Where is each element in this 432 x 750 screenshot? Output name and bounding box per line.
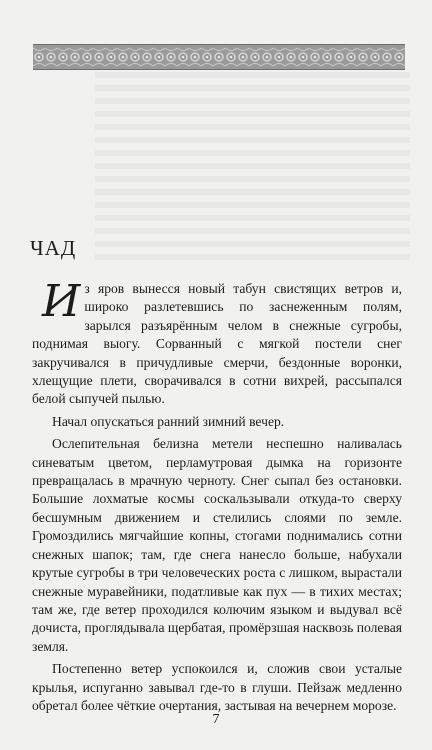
body-text bbox=[32, 276, 402, 715]
paragraph-3: Ослепительная белизна метели неспешно наливалась синеватым цветом, перламутровая дымка на горизонте превращалась в мрачную черноту. Снег сыпал без остановки. Большие лохматые космы соскальзывали откуда-то сверху бесшумным движением и стелились слоями по земле. Громоздились мягчайшие копны, стогами поднимались сотни снежных шапок; там, где снега нанесло больше, набухали крутые сугробы в три человеческих роста с лишком, вырастали снежные муравейники, податливые как пух — в тихих местах; там же, где ветер проходился колючим языком и выдувал всё дочиста, проглядывала щербатая, промёрзшая насквозь полевая земля. bbox=[32, 436, 402, 654]
paragraph-4: Постепенно ветер успокоился и, сложив свои усталые крылья, испуганно завывал где-то в глуши. Пейзаж медленно обретал более чёткие очертания, застывая на вечернем морозе. bbox=[32, 661, 402, 713]
page-number: 7 bbox=[212, 712, 220, 727]
paragraph-1-text: з яров вынесся новый табун свистящих ветров и, широко разлетевшись по заснеженным полям, зарылся разъярённым челом в снежные сугробы, поднимая выогу. Сорванный с мягкой постели снег закручивался в причудливые смерчи, бездонные воронки, хлещущие плети, сворачивался в сотни вихрей, рассыпался белой сыпучей пылью. bbox=[32, 281, 402, 407]
drop-cap: И bbox=[42, 276, 81, 327]
paragraph-2: Начал опускаться ранний зимний вечер. bbox=[52, 413, 285, 429]
page-bleed-through bbox=[95, 72, 410, 262]
decorative-header-border bbox=[33, 44, 405, 70]
paragraph-1 bbox=[32, 276, 402, 409]
chapter-title: ЧАД bbox=[30, 236, 77, 260]
